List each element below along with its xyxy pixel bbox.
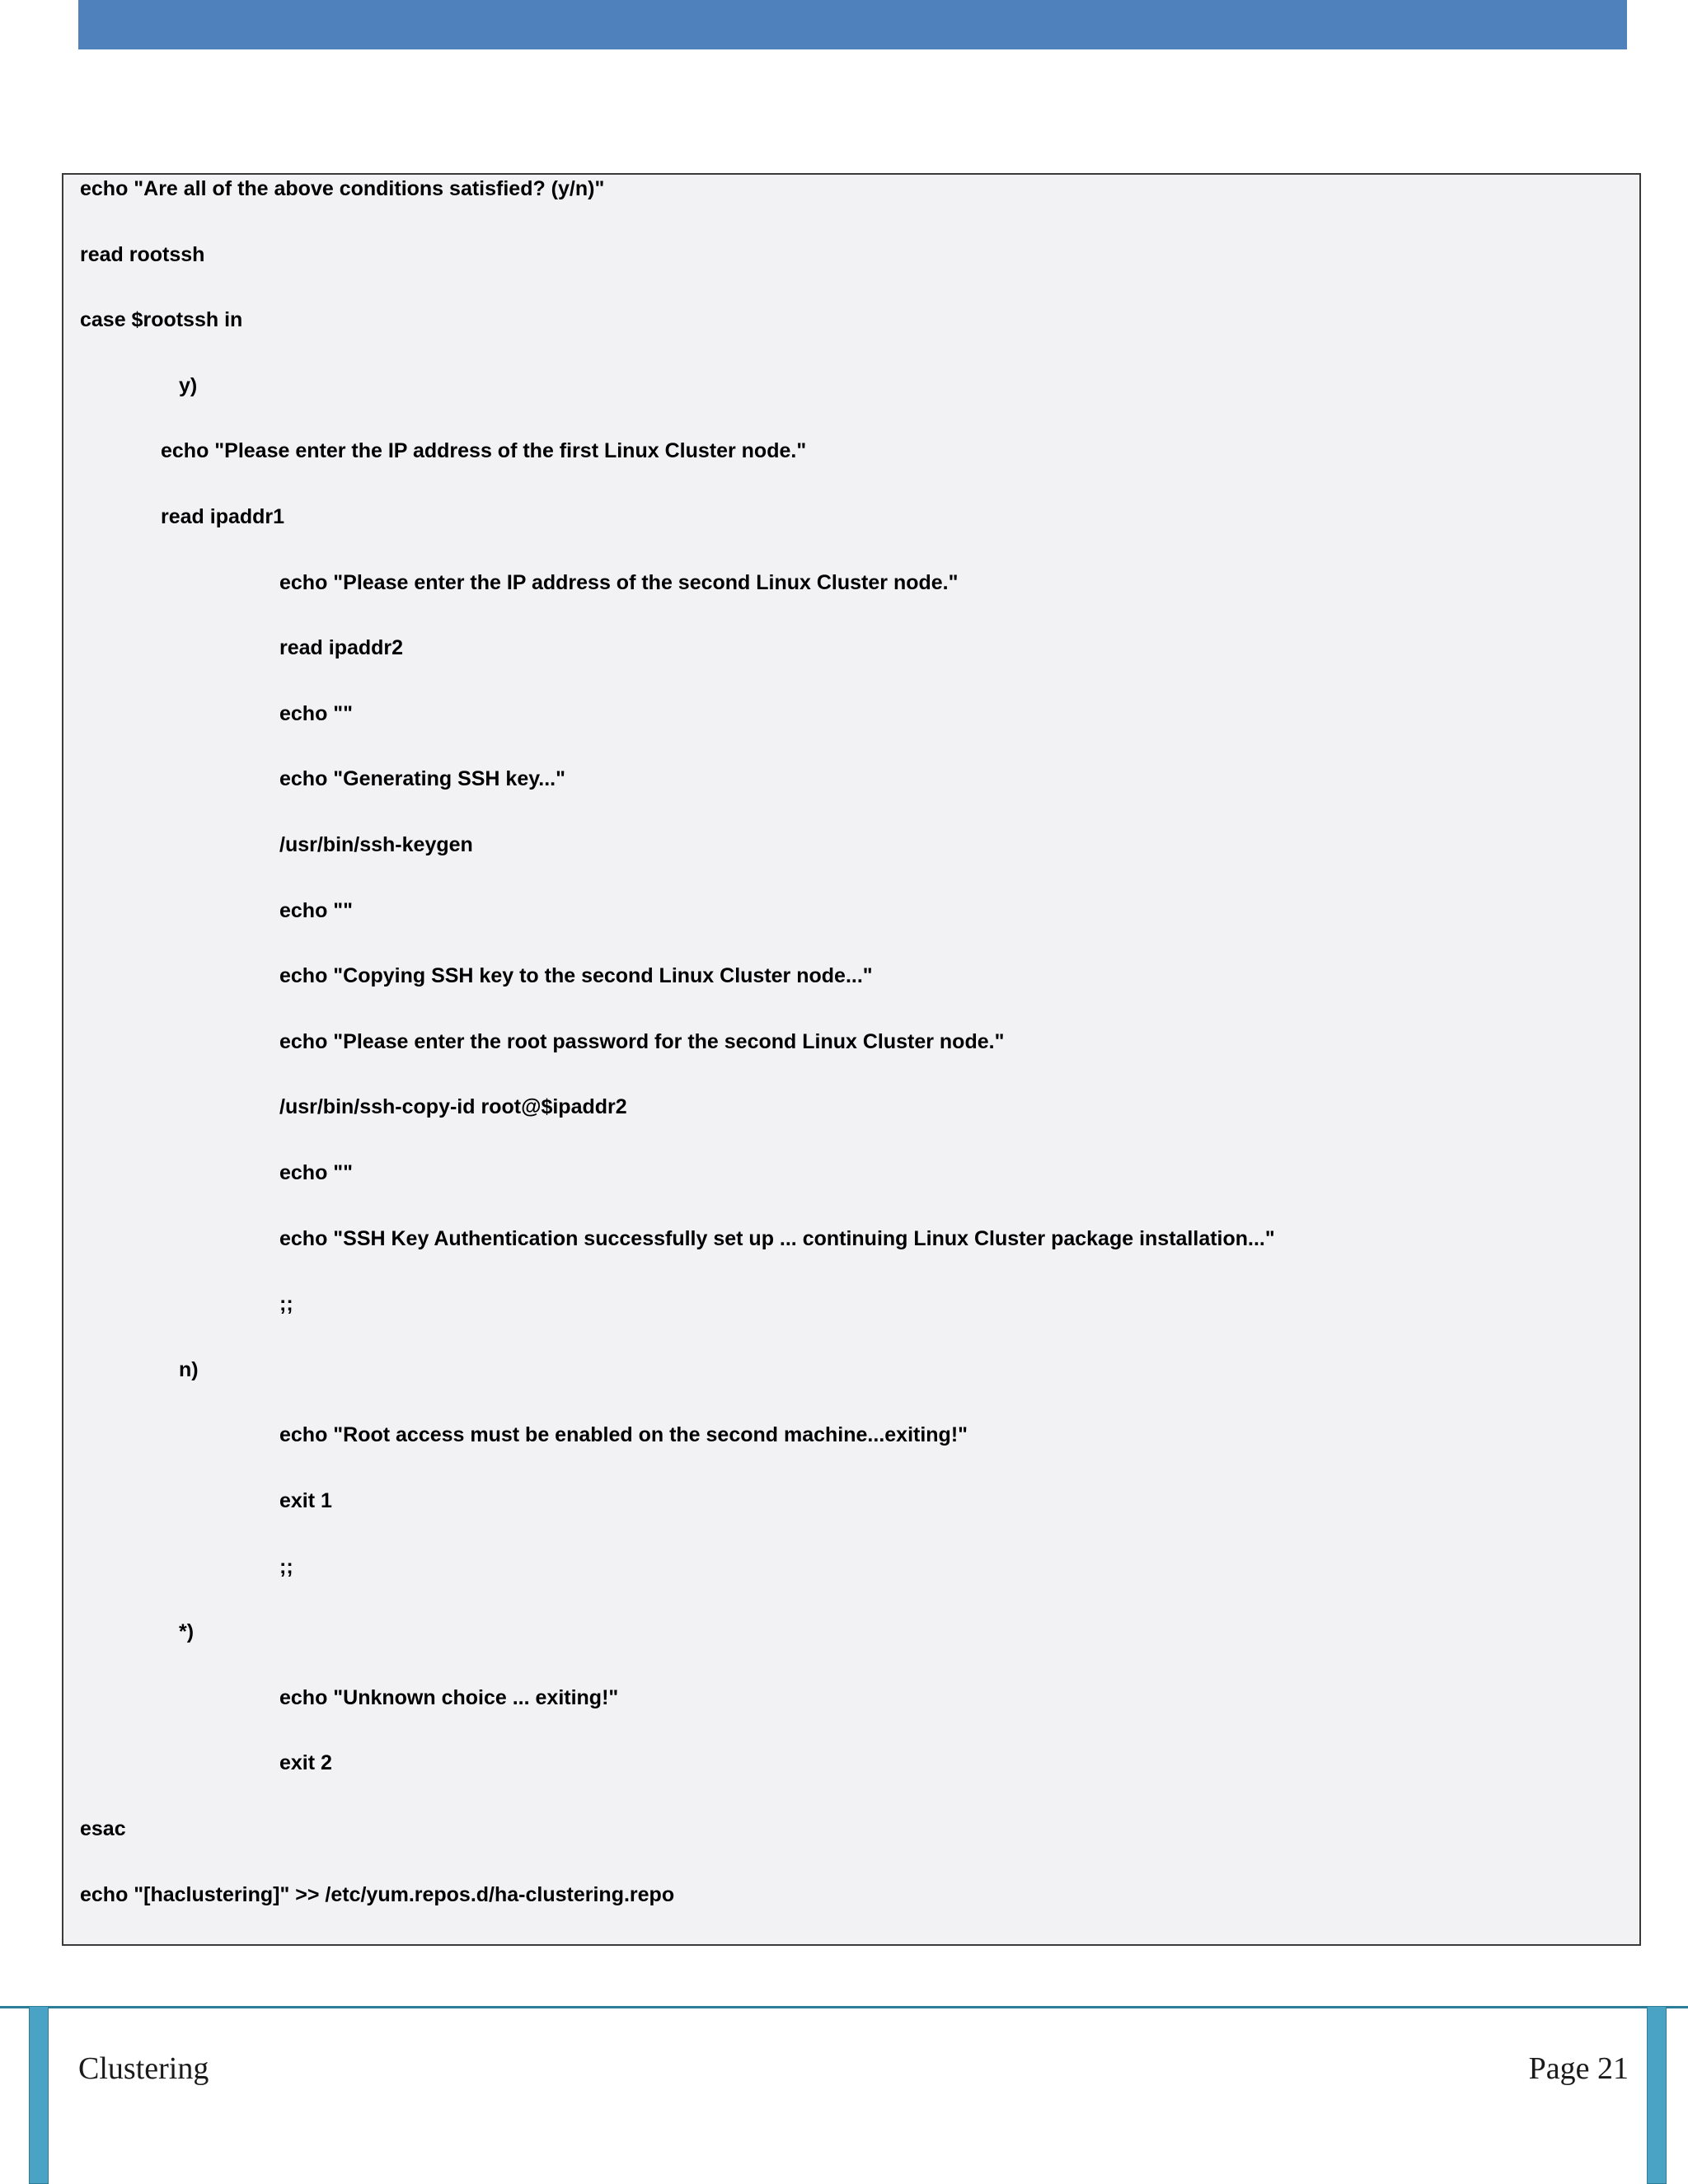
footer-accent-right bbox=[1647, 2006, 1667, 2184]
code-line: ;; bbox=[279, 1292, 293, 1315]
code-line: echo "Unknown choice ... exiting!" bbox=[279, 1686, 619, 1709]
code-line: echo "" bbox=[279, 1161, 354, 1184]
code-line: echo "Please enter the root password for the second Linux Cluster node." bbox=[279, 1030, 1005, 1053]
code-line: exit 1 bbox=[279, 1489, 332, 1512]
header-bar bbox=[78, 0, 1627, 49]
code-line: ;; bbox=[279, 1555, 293, 1578]
code-line: n) bbox=[179, 1358, 199, 1381]
code-line: case $rootssh in bbox=[80, 308, 243, 331]
code-line: /usr/bin/ssh-copy-id root@$ipaddr2 bbox=[279, 1095, 627, 1118]
code-block bbox=[62, 173, 1641, 1946]
code-line: echo "Copying SSH key to the second Linux Cluster node..." bbox=[279, 964, 873, 987]
page-number: Page 21 bbox=[1528, 2051, 1629, 2086]
code-line: echo "Are all of the above conditions satisfied? (y/n)" bbox=[80, 177, 605, 200]
code-line: echo "Please enter the IP address of the second Linux Cluster node." bbox=[279, 571, 959, 594]
code-line: echo "Root access must be enabled on the second machine...exiting!" bbox=[279, 1423, 968, 1446]
code-line: echo "Please enter the IP address of the first Linux Cluster node." bbox=[161, 439, 807, 462]
code-line: echo "SSH Key Authentication successfully set up ... continuing Linux Cluster package installation..." bbox=[279, 1227, 1275, 1250]
code-line: y) bbox=[179, 374, 198, 397]
code-line: echo "[haclustering]" >> /etc/yum.repos.d/ha-clustering.repo bbox=[80, 1883, 675, 1906]
code-line: esac bbox=[80, 1817, 126, 1840]
code-line: /usr/bin/ssh-keygen bbox=[279, 833, 473, 856]
code-line: echo "" bbox=[279, 702, 354, 725]
code-line: echo "Generating SSH key..." bbox=[279, 767, 565, 790]
code-line: echo "" bbox=[279, 899, 354, 922]
code-line: exit 2 bbox=[279, 1751, 332, 1774]
code-line: read ipaddr2 bbox=[279, 636, 404, 659]
footer-accent-left bbox=[29, 2006, 49, 2184]
footer-divider bbox=[0, 2006, 1688, 2008]
code-line: read ipaddr1 bbox=[161, 505, 285, 528]
code-line: *) bbox=[179, 1620, 195, 1643]
code-line: read rootssh bbox=[80, 243, 205, 266]
footer-title: Clustering bbox=[78, 2051, 209, 2086]
